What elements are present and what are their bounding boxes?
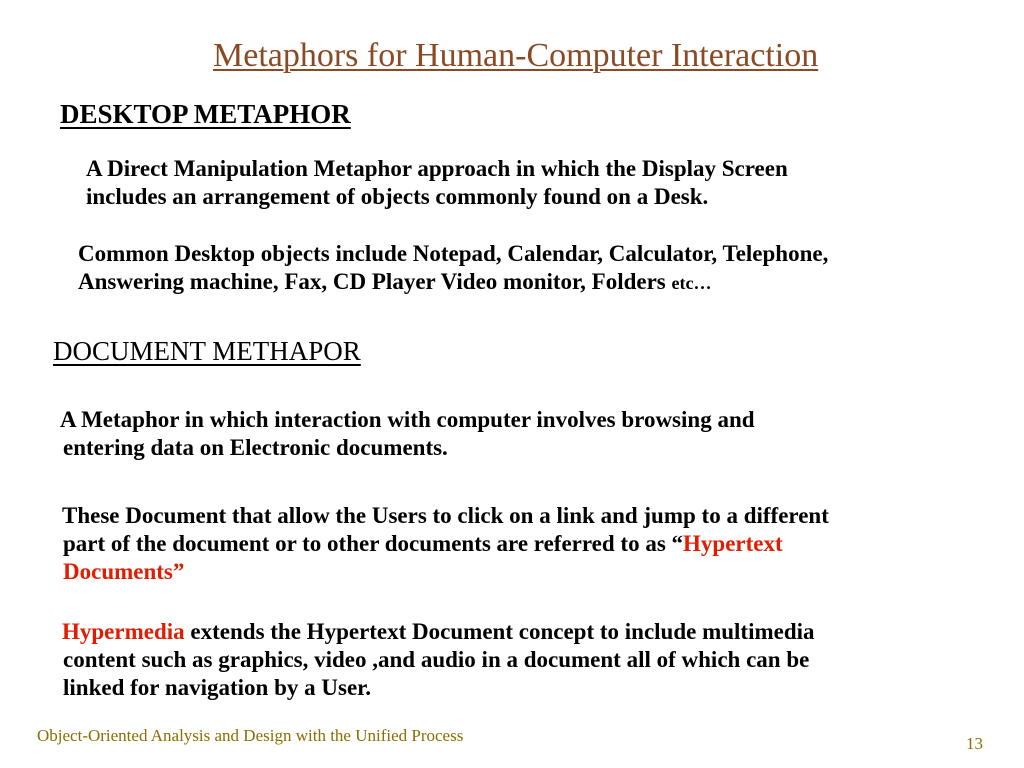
desktop-p1-line2: includes an arrangement of objects commonly found on a Desk. bbox=[86, 184, 709, 209]
desktop-p2-etc: etc… bbox=[671, 273, 712, 293]
document-metaphor-heading: DOCUMENT METHAPOR bbox=[53, 336, 361, 366]
footer-text: Object-Oriented Analysis and Design with the Unified Process bbox=[37, 726, 464, 745]
slide-title: Metaphors for Human-Computer Interaction bbox=[213, 37, 819, 74]
document-p2-line2 bbox=[62, 530, 829, 558]
desktop-paragraph-2 bbox=[78, 240, 828, 297]
desktop-paragraph-1 bbox=[86, 155, 788, 211]
document-p1-line1: A Metaphor in which interaction with computer involves browsing and bbox=[60, 407, 755, 432]
document-paragraph-2 bbox=[62, 502, 829, 586]
document-p2-line1: These Document that allow the Users to click on a link and jump to a different bbox=[62, 503, 829, 528]
hypertext-term: Hypertext bbox=[683, 531, 783, 556]
desktop-p2-line1: Common Desktop objects include Notepad, Calendar, Calculator, Telephone, bbox=[78, 241, 829, 266]
hypermedia-term: Hypermedia bbox=[62, 619, 185, 644]
desktop-metaphor-heading: DESKTOP METAPHOR bbox=[60, 99, 351, 129]
desktop-p1-line1: A Direct Manipulation Metaphor approach in which the Display Screen bbox=[86, 156, 788, 181]
document-p2-line3: Documents” bbox=[63, 559, 185, 584]
desktop-p2-line2-main: Answering machine, Fax, CD Player Video monitor, Folders bbox=[78, 269, 672, 294]
document-p3-line2: content such as graphics, video ,and audio in a document all of which can be bbox=[63, 647, 810, 672]
document-p3-line1 bbox=[62, 618, 815, 646]
document-p3-line1-rest: extends the Hypertext Document concept to include multimedia bbox=[184, 619, 815, 644]
document-paragraph-3 bbox=[62, 618, 815, 702]
desktop-p2-line2 bbox=[78, 268, 828, 297]
document-p1-line2: entering data on Electronic documents. bbox=[63, 435, 448, 460]
document-paragraph-1 bbox=[60, 406, 755, 462]
document-p3-line3: linked for navigation by a User. bbox=[63, 675, 371, 700]
document-p2-line2-main: part of the document or to other documents are referred to as “ bbox=[63, 531, 684, 556]
page-number: 13 bbox=[966, 734, 983, 753]
